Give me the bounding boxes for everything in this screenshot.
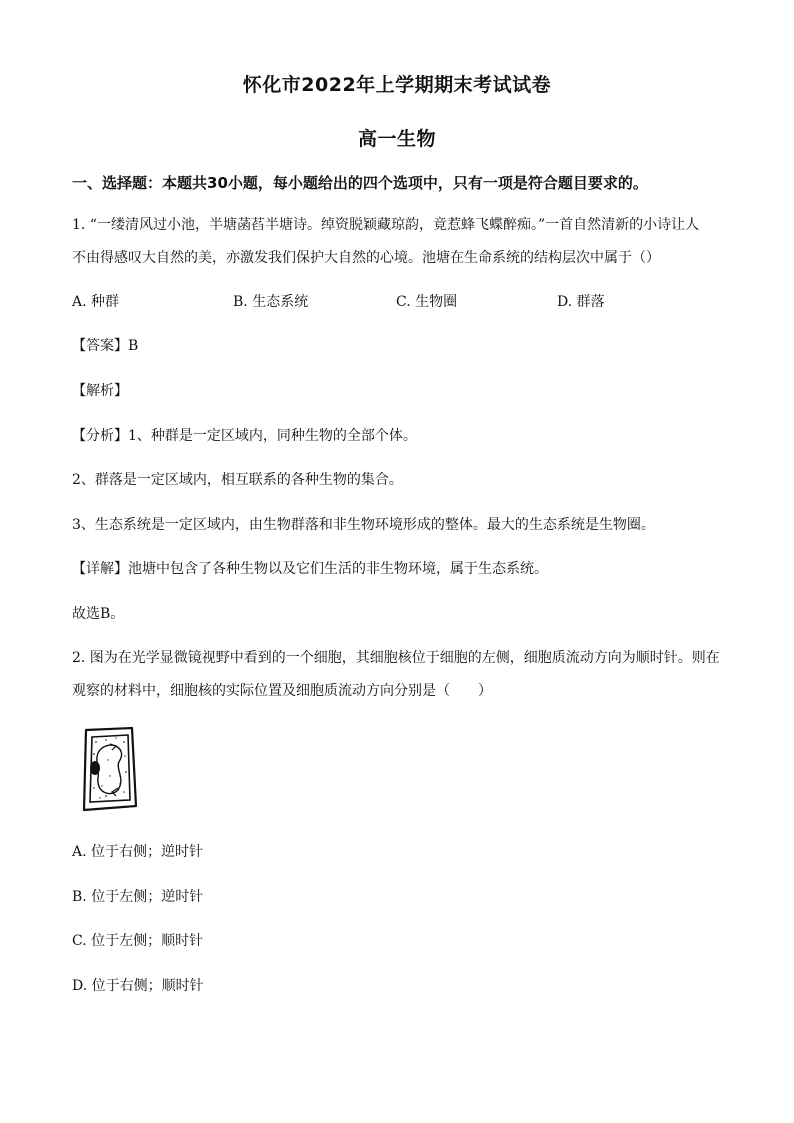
q1-analysis-line: 2、群落是一定区域内，相互联系的各种生物的集合。 bbox=[72, 472, 403, 488]
q1-option-b: B. 生态系统 bbox=[233, 294, 309, 310]
q1-stem-line1: 1. “一缕清风过小池，半塘菡萏半塘诗。绰资脱颖藏琼韵，竟惹蜂飞蝶醉痴。”一首自然清新的小诗让人 bbox=[72, 217, 700, 233]
q1-analysis-line: 【分析】1、种群是一定区域内，同种生物的全部个体。 bbox=[72, 428, 417, 444]
q1-answer: 【答案】B bbox=[72, 338, 139, 354]
q1-detail: 【详解】池塘中包含了各种生物以及它们生活的非生物环境，属于生态系统。 bbox=[72, 561, 548, 577]
exam-subtitle: 高一生物 bbox=[357, 128, 436, 150]
q2-option-c: C. 位于左侧；顺时针 bbox=[72, 933, 204, 949]
q2-option-d: D. 位于右侧；顺时针 bbox=[72, 978, 204, 994]
q1-option-a: A. 种群 bbox=[72, 294, 120, 310]
q1-conclusion: 故选B。 bbox=[72, 606, 125, 622]
section-heading: 一、选择题：本题共30小题，每小题给出的四个选项中，只有一项是符合题目要求的。 bbox=[72, 174, 648, 192]
q1-stem-line2: 不由得感叹大自然的美，亦激发我们保护大自然的心境。池塘在生命系统的结构层次中属于（） bbox=[72, 250, 660, 266]
q2-stem-line2: 观察的材料中，细胞核的实际位置及细胞质流动方向分别是（ ） bbox=[72, 683, 492, 699]
exam-title: 怀化市2022年上学期期末考试试卷 bbox=[242, 74, 552, 96]
q2-stem-line1: 2. 图为在光学显微镜视野中看到的一个细胞，其细胞核位于细胞的左侧，细胞质流动方向为顺时针。则在 bbox=[72, 650, 720, 666]
q1-option-c: C. 生物圈 bbox=[396, 294, 458, 310]
q1-option-d: D. 群落 bbox=[557, 294, 605, 310]
q1-analysis-line: 3、生态系统是一定区域内，由生物群落和非生物环境形成的整体。最大的生态系统是生物圈。 bbox=[72, 517, 655, 533]
q1-analysis-label: 【解析】 bbox=[72, 383, 128, 399]
q2-option-b: B. 位于左侧；逆时针 bbox=[72, 889, 204, 905]
q2-option-a: A. 位于右侧；逆时针 bbox=[72, 844, 204, 860]
cell-diagram-figure bbox=[80, 726, 138, 812]
